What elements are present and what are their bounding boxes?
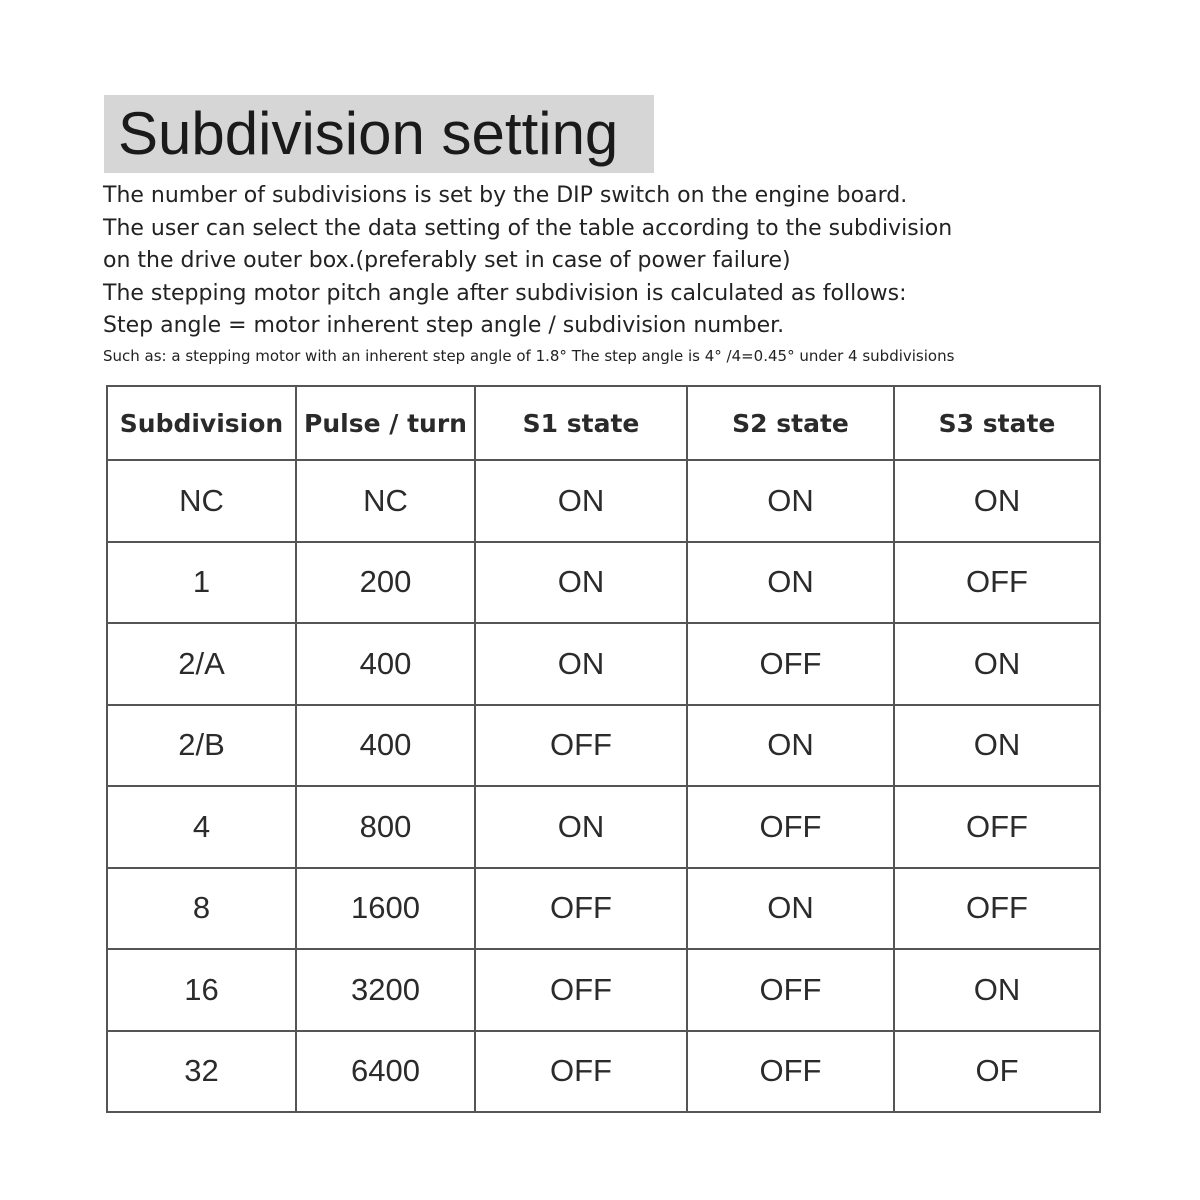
cell-s1-state: OFF [475, 868, 687, 950]
intro-line: The number of subdivisions is set by the DIP switch on the engine board. [103, 183, 908, 208]
cell-s2-state: ON [687, 868, 894, 950]
table-row [107, 949, 1100, 1031]
intro-line: on the drive outer box.(preferably set in case of power failure) [103, 248, 791, 273]
table-row [107, 786, 1100, 868]
cell-s3-state: OFF [894, 786, 1100, 868]
header-pulse-turn: Pulse / turn [296, 386, 475, 460]
cell-s3-state: OF [894, 1031, 1100, 1113]
cell-pulse-turn: 200 [296, 542, 475, 624]
subdivision-table [106, 385, 1101, 1113]
table-row [107, 460, 1100, 542]
header-s2-state: S2 state [687, 386, 894, 460]
cell-s2-state: OFF [687, 786, 894, 868]
table-row [107, 705, 1100, 787]
cell-subdivision: 8 [107, 868, 296, 950]
header-s3-state: S3 state [894, 386, 1100, 460]
cell-s3-state: ON [894, 949, 1100, 1031]
cell-s1-state: OFF [475, 1031, 687, 1113]
intro-line: The stepping motor pitch angle after subdivision is calculated as follows: [103, 280, 907, 306]
cell-s1-state: OFF [475, 705, 687, 787]
cell-s2-state: ON [687, 705, 894, 787]
cell-subdivision: 32 [107, 1031, 296, 1113]
cell-pulse-turn: NC [296, 460, 475, 542]
cell-s1-state: ON [475, 786, 687, 868]
cell-subdivision: 4 [107, 786, 296, 868]
cell-pulse-turn: 400 [296, 705, 475, 787]
cell-s3-state: ON [894, 623, 1100, 705]
cell-s1-state: ON [475, 542, 687, 624]
cell-pulse-turn: 400 [296, 623, 475, 705]
title-banner [104, 95, 654, 173]
cell-pulse-turn: 1600 [296, 868, 475, 950]
cell-s2-state: OFF [687, 1031, 894, 1113]
table-row [107, 868, 1100, 950]
example-note: Such as: a stepping motor with an inherent step angle of 1.8° The step angle is 4° /4=0.45° under 4 subdivisions [103, 346, 955, 365]
intro-text-block [103, 180, 1103, 369]
cell-s3-state: OFF [894, 868, 1100, 950]
cell-s1-state: OFF [475, 949, 687, 1031]
cell-subdivision: 2/B [107, 705, 296, 787]
table-row [107, 623, 1100, 705]
cell-s1-state: ON [475, 460, 687, 542]
table-row [107, 542, 1100, 624]
cell-subdivision: NC [107, 460, 296, 542]
intro-line: The user can select the data setting of the table according to the subdivision [103, 215, 953, 241]
header-s1-state: S1 state [475, 386, 687, 460]
cell-subdivision: 2/A [107, 623, 296, 705]
cell-pulse-turn: 6400 [296, 1031, 475, 1113]
header-subdivision: Subdivision [107, 386, 296, 460]
cell-s1-state: ON [475, 623, 687, 705]
table-row [107, 1031, 1100, 1113]
cell-s3-state: ON [894, 705, 1100, 787]
table-header-row [107, 386, 1100, 460]
cell-pulse-turn: 800 [296, 786, 475, 868]
cell-pulse-turn: 3200 [296, 949, 475, 1031]
cell-s2-state: ON [687, 542, 894, 624]
page-title: Subdivision setting [118, 100, 619, 167]
cell-subdivision: 1 [107, 542, 296, 624]
cell-s2-state: OFF [687, 623, 894, 705]
cell-s2-state: OFF [687, 949, 894, 1031]
cell-subdivision: 16 [107, 949, 296, 1031]
cell-s2-state: ON [687, 460, 894, 542]
intro-line: Step angle = motor inherent step angle / subdivision number. [103, 313, 785, 338]
cell-s3-state: OFF [894, 542, 1100, 624]
subdivision-table-container [106, 385, 1099, 1113]
cell-s3-state: ON [894, 460, 1100, 542]
